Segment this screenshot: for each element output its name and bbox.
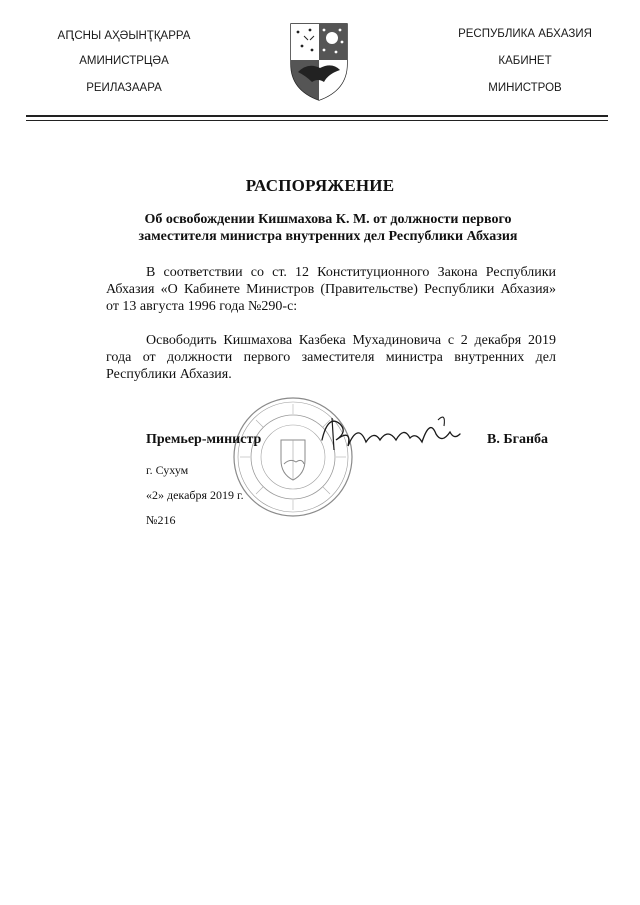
issue-date: «2» декабря 2019 г. [146,488,244,502]
header-rule-thin [26,120,608,121]
paragraph-order: Освободить Кишмахова Казбека Мухадиновича с 2 декабря 2019 года от должности первого заместителя министра внутренних дел Республики Абхазия. [106,333,556,382]
issue-city: г. Сухум [146,463,189,477]
header-right-line2: КАБИНЕТ [498,55,552,67]
header-left-line1: АԤСНЫ АҲӘЫНҬҚАРРА [57,30,191,42]
header-rule-thick [26,115,608,117]
signatory-name: В. Бганба [487,432,549,447]
document-title: РАСПОРЯЖЕНИЕ [245,176,395,195]
coat-of-arms-emblem [288,20,350,102]
handwritten-signature [318,410,468,460]
header-left-line2: АМИНИСТРЦӘА [79,55,169,67]
document-subject [100,211,556,245]
header-left-line3: РЕИЛАЗААРА [86,82,162,94]
header-right-line3: МИНИСТРОВ [488,82,562,94]
paragraph-basis: В соответствии со ст. 12 Конституционного Закона Республики Абхазия «О Кабинете Министров (Правительстве) Республики Абхазия» от 13 августа 1996 года №290-с: [106,265,556,314]
subject-line-2: заместителя министра внутренних дел Республики Абхазия [138,229,518,244]
header-right-line1: РЕСПУБЛИКА АБХАЗИЯ [458,28,592,40]
signatory-position: Премьер-министр [146,432,262,447]
subject-line-1: Об освобождении Кишмахова К. М. от должности первого [144,212,512,227]
document-number: №216 [146,513,176,527]
